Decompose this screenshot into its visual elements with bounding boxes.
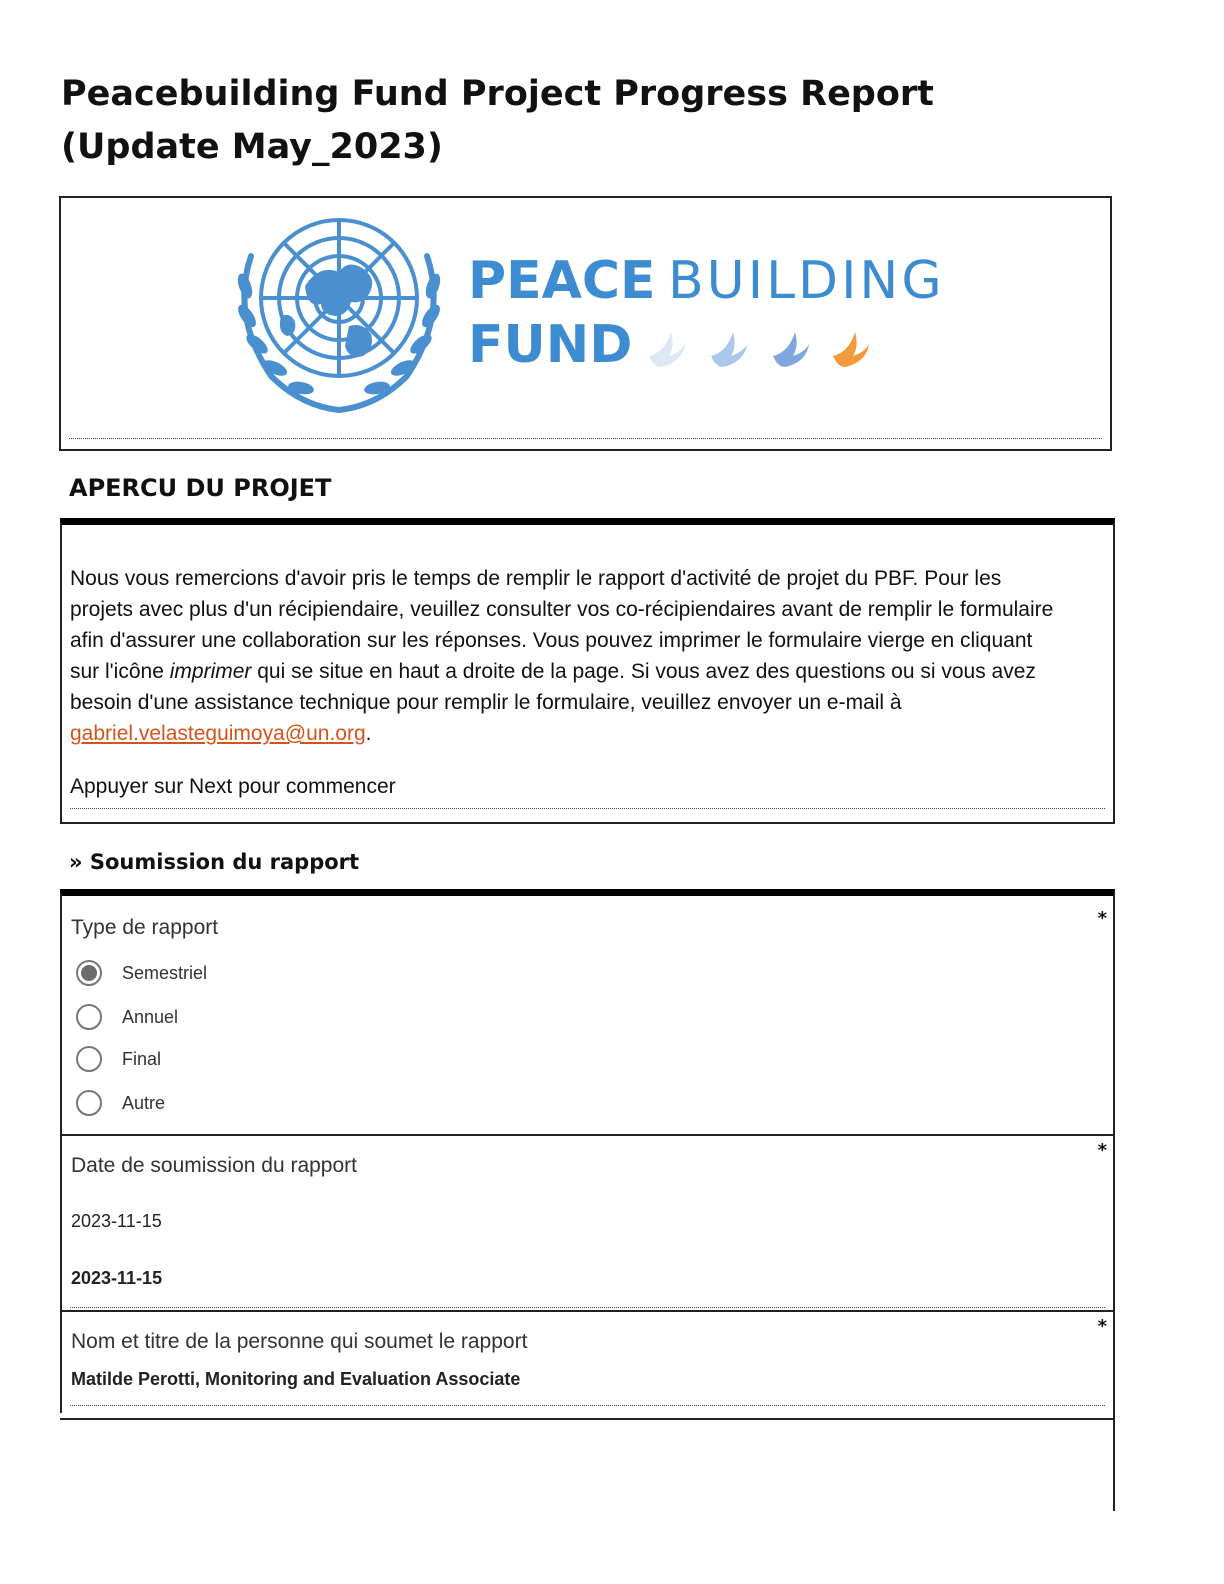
wordmark-building: BUILDING xyxy=(668,251,945,311)
document-title: Peacebuilding Fund Project Progress Report (Update May_2023) xyxy=(61,74,934,167)
section-heading-submission: » Soumission du rapport xyxy=(69,850,360,874)
required-marker: * xyxy=(1097,908,1107,929)
required-marker: * xyxy=(1097,1140,1107,1161)
radio-label: Semestriel xyxy=(122,962,208,983)
dove-icon-4 xyxy=(833,332,869,367)
divider-dotted xyxy=(70,1405,1105,1406)
question-label-submitter: Nom et titre de la personne qui soumet le rapport xyxy=(71,1330,528,1353)
radio-button[interactable] xyxy=(76,1090,102,1116)
question-submission-date xyxy=(62,1136,1113,1312)
section-heading-overview: APERCU DU PROJET xyxy=(69,474,332,502)
radio-label: Final xyxy=(122,1048,162,1069)
question-report-type xyxy=(62,896,1113,1136)
radio-button-selected[interactable] xyxy=(76,960,102,986)
radio-label: Annuel xyxy=(122,1006,179,1027)
radio-option-final[interactable] xyxy=(76,1043,161,1075)
submission-date-value: 2023-11-15 xyxy=(71,1268,163,1288)
page-right-border xyxy=(1113,1413,1115,1511)
overview-panel xyxy=(60,518,1115,824)
radio-option-autre[interactable] xyxy=(76,1087,165,1119)
intro-text-part1: Nous vous remercions d'avoir pris le temps de remplir le rapport d'activité de projet du PBF. Pour les projets avec plus d'un récipiendaire, veuillez consulter vos co-récipiendaires avant de remplir le formulaire afin d'assurer une collaboration sur les réponses. Vous pouvez imprimer le formulaire vierge en cliquant sur l'icône xyxy=(70,567,1054,683)
wordmark-peace: PEACE xyxy=(468,251,656,311)
peacebuilding-fund-logo xyxy=(221,216,1021,416)
question-label-submission-date: Date de soumission du rapport xyxy=(71,1154,357,1177)
intro-emphasis: imprimer xyxy=(169,660,252,683)
divider-dotted xyxy=(69,438,1102,439)
panel-bottom-border xyxy=(60,1418,1115,1420)
dove-icon-3 xyxy=(773,332,809,367)
intro-paragraph xyxy=(70,563,1060,749)
question-label-report-type: Type de rapport xyxy=(71,916,219,939)
radio-button[interactable] xyxy=(76,1046,102,1072)
radio-option-semestriel[interactable] xyxy=(76,957,207,989)
logo-banner xyxy=(59,196,1112,451)
submission-date-field[interactable]: 2023-11-15 xyxy=(71,1211,162,1231)
radio-label: Autre xyxy=(122,1092,166,1113)
radio-button[interactable] xyxy=(76,1004,102,1030)
divider-dotted xyxy=(70,808,1105,809)
divider-dotted xyxy=(70,1307,1105,1308)
question-submitter xyxy=(62,1312,1113,1418)
dove-icon-1 xyxy=(649,332,685,367)
submission-panel xyxy=(60,889,1115,1413)
contact-email-link[interactable]: gabriel.velasteguimoya@un.org xyxy=(70,722,366,745)
submitter-value: Matilde Perotti, Monitoring and Evaluation Associate xyxy=(71,1369,521,1389)
radio-option-annuel[interactable] xyxy=(76,1001,178,1033)
dove-icon-2 xyxy=(711,332,747,367)
intro-text-part2: qui se situe en haut a droite de la page. Si vous avez des questions ou si vous avez besoin d'une assistance technique pour remplir le formulaire, veuillez envoyer un e-mail à xyxy=(70,660,1036,714)
required-marker: * xyxy=(1097,1316,1107,1337)
intro-text-end: . xyxy=(365,722,372,745)
start-instruction: Appuyer sur Next pour commencer xyxy=(70,775,396,798)
wordmark-fund: FUND xyxy=(468,315,633,375)
